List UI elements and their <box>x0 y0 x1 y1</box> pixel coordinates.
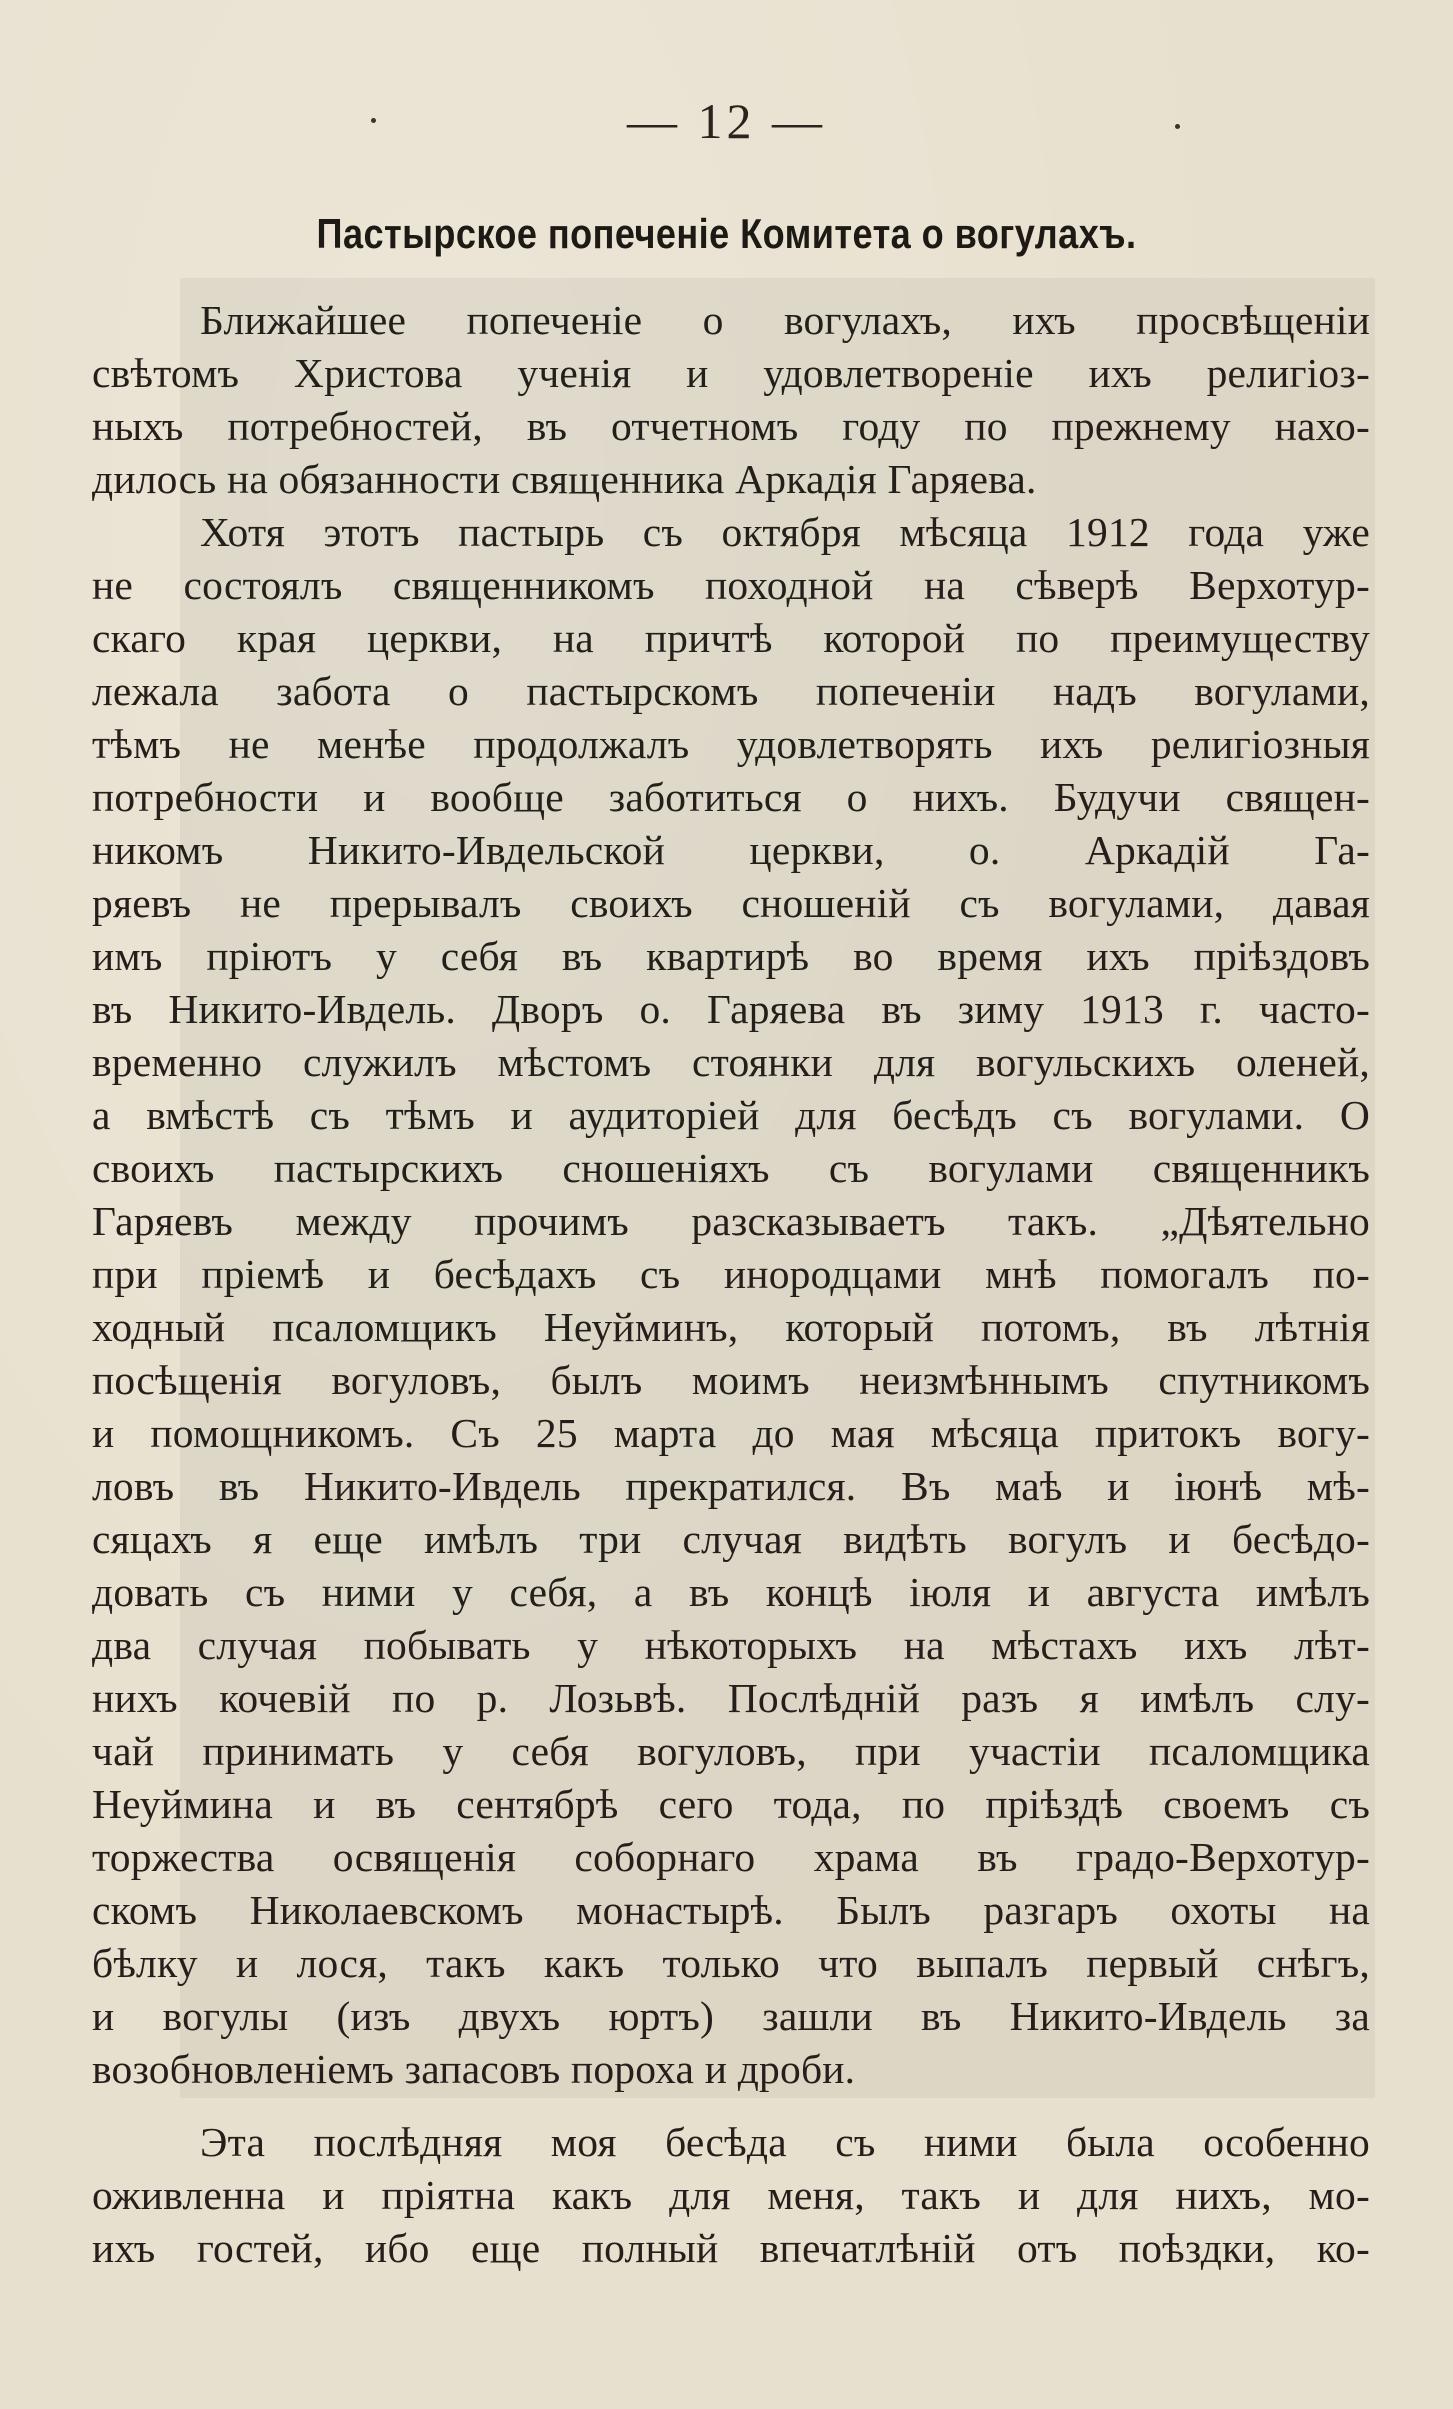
text-line: торжества освященія соборнаго храма въ градо-Верхотур- <box>92 1834 1370 1880</box>
text-line: посѣщенія вогуловъ, былъ моимъ неизмѣннымъ спутникомъ <box>92 1357 1370 1403</box>
text-line: скомъ Николаевскомъ монастырѣ. Былъ разгаръ охоты на <box>92 1887 1370 1933</box>
page-number: — 12 — <box>627 93 826 149</box>
text-line: бѣлку и лося, такъ какъ только что выпалъ первый снѣгъ, <box>92 1940 1370 1986</box>
text-line: дилось на обязанности священника Аркадія Гаряева. <box>92 456 1037 502</box>
text-line: возобновленіемъ запасовъ пороха и дроби. <box>92 2046 856 2092</box>
text-line: ихъ гостей, ибо еще полный впечатлѣній отъ поѣздки, ко- <box>92 2225 1370 2271</box>
text-line: Ближайшее попеченіе о вогулахъ, ихъ просвѣщеніи <box>200 297 1370 343</box>
text-line: довать съ ними у себя, а въ концѣ іюля и августа имѣлъ <box>92 1569 1370 1615</box>
body-text <box>92 294 1370 2275</box>
text-line: потребности и вообще заботиться о нихъ. Будучи священ- <box>92 774 1370 820</box>
text-line: въ Никито-Ивдель. Дворъ о. Гаряева въ зиму 1913 г. часто- <box>92 986 1370 1032</box>
text-line: ряевъ не прерывалъ своихъ сношеній съ вогулами, давая <box>92 880 1370 926</box>
text-line: своихъ пастырскихъ сношеніяхъ съ вогулами священникъ <box>92 1145 1370 1191</box>
text-line: свѣтомъ Христова ученія и удовлетвореніе ихъ религіоз- <box>92 350 1370 396</box>
text-line: никомъ Никито-Ивдельской церкви, о. Аркадій Га- <box>92 827 1370 873</box>
text-line: чай принимать у себя вогуловъ, при участіи псаломщика <box>92 1728 1370 1774</box>
text-line: нихъ кочевій по р. Лозьвѣ. Послѣдній разъ я имѣлъ слу- <box>92 1675 1370 1721</box>
text-line: Неуймина и въ сентябрѣ сего тода, по пріѣздѣ своемъ съ <box>92 1781 1370 1827</box>
text-line: временно служилъ мѣстомъ стоянки для вогульскихъ оленей, <box>92 1039 1370 1085</box>
text-line: Хотя этотъ пастырь съ октября мѣсяца 1912 года уже <box>200 509 1370 555</box>
text-line: скаго края церкви, на причтѣ которой по преимуществу <box>92 615 1370 661</box>
text-line: и помощникомъ. Съ 25 марта до мая мѣсяца притокъ вогу- <box>92 1410 1370 1456</box>
section-heading: Пастырское попеченіе Комитета о вогулахъ. <box>316 210 1137 257</box>
text-line: Эта послѣдняя моя бесѣда съ ними была особенно <box>200 2119 1370 2165</box>
text-line: тѣмъ не менѣе продолжалъ удовлетворять ихъ религіозныя <box>92 721 1370 767</box>
text-line: а вмѣстѣ съ тѣмъ и аудиторіей для бесѣдъ съ вогулами. О <box>92 1092 1370 1138</box>
text-line: при пріемѣ и бесѣдахъ съ инородцами мнѣ помогалъ по- <box>92 1251 1370 1297</box>
text-line: имъ пріютъ у себя въ квартирѣ во время ихъ пріѣздовъ <box>92 933 1370 979</box>
text-line: ныхъ потребностей, въ отчетномъ году по прежнему нахо- <box>92 403 1370 449</box>
text-line: оживленна и пріятна какъ для меня, такъ и для нихъ, мо- <box>92 2172 1370 2218</box>
text-line: сяцахъ я еще имѣлъ три случая видѣть вогулъ и бесѣдо- <box>92 1516 1370 1562</box>
text-line: не состоялъ священникомъ походной на сѣверѣ Верхотур- <box>92 562 1370 608</box>
text-line: и вогулы (изъ двухъ юртъ) зашли въ Никито-Ивдель за <box>92 1993 1370 2039</box>
text-line: два случая побывать у нѣкоторыхъ на мѣстахъ ихъ лѣт- <box>92 1622 1370 1668</box>
text-line: лежала забота о пастырскомъ попеченіи надъ вогулами, <box>92 668 1370 714</box>
text-line: ходный псаломщикъ Неуйминъ, который потомъ, въ лѣтнія <box>92 1304 1370 1350</box>
text-line: ловъ въ Никито-Ивдель прекратился. Въ маѣ и іюнѣ мѣ- <box>92 1463 1370 1509</box>
text-line: Гаряевъ между прочимъ разсказываетъ такъ. „Дѣятельно <box>92 1198 1370 1244</box>
